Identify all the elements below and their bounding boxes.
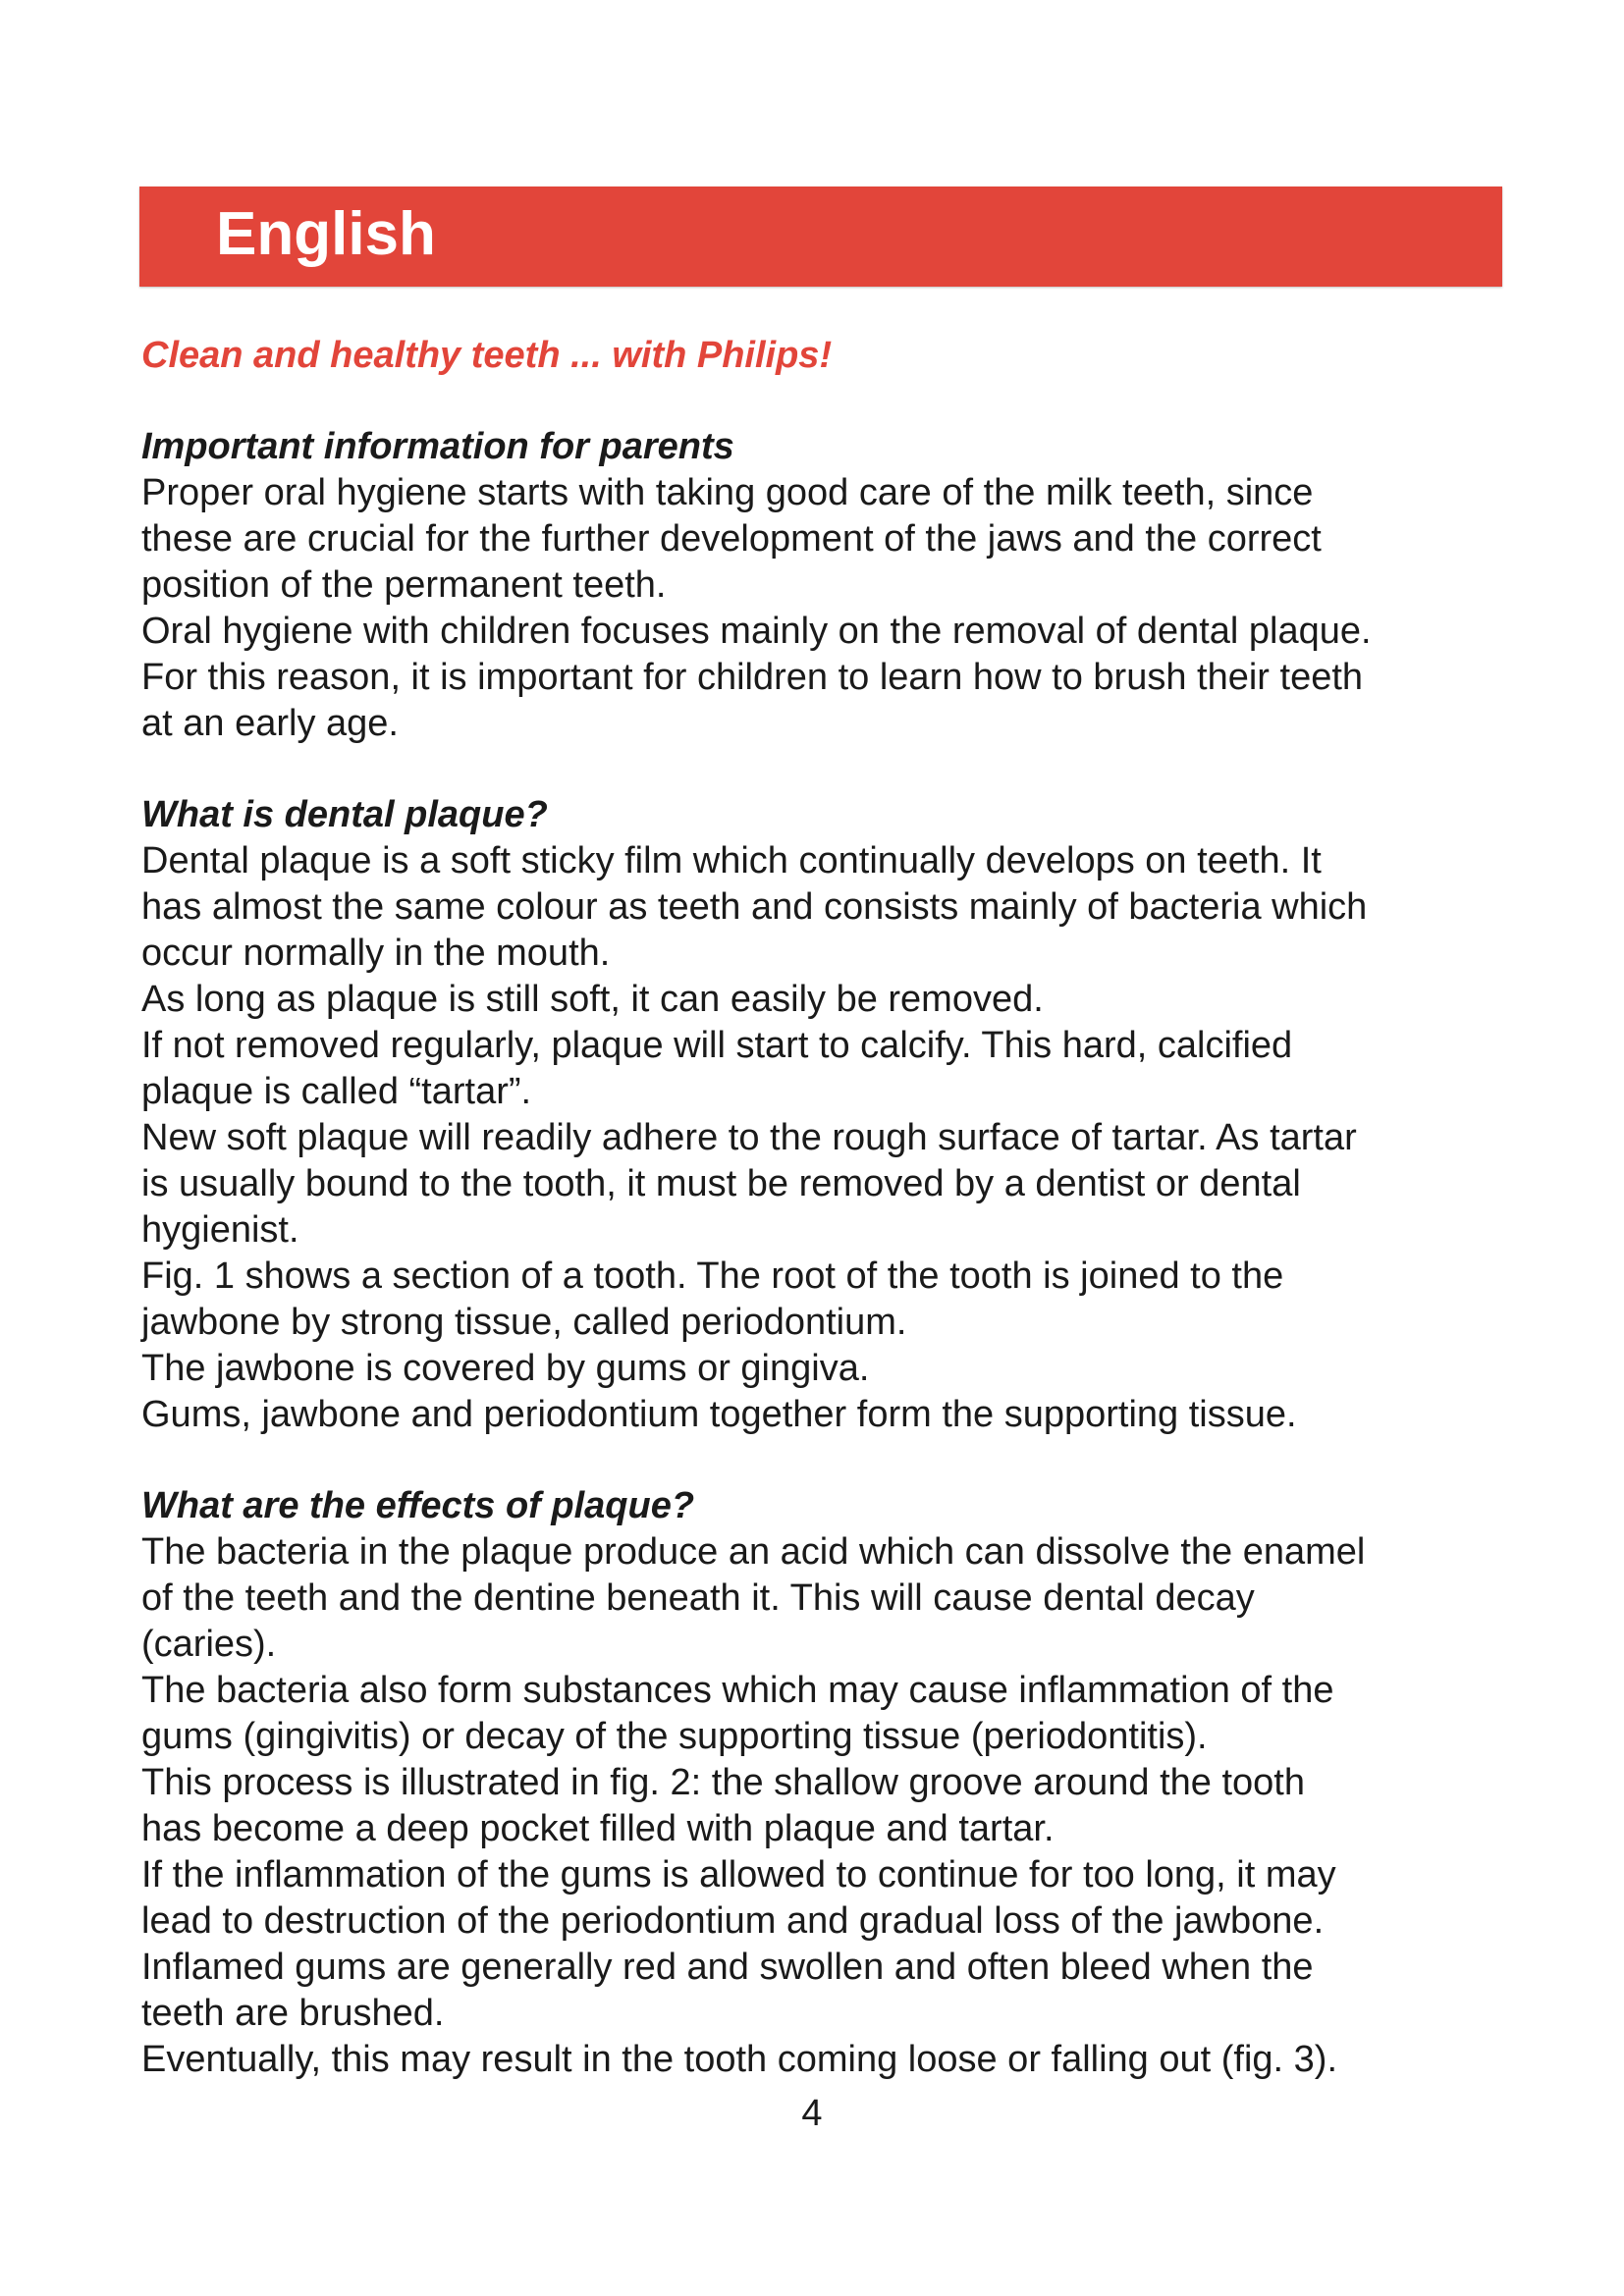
paragraph: Oral hygiene with children focuses mainly on the removal of dental plaque. For this reason, it is important for children to learn how to brush their teeth at an early age. — [141, 611, 1372, 744]
paragraph: As long as plaque is still soft, it can easily be removed. — [141, 979, 1044, 1020]
language-banner — [139, 187, 1502, 287]
section-dental-plaque — [141, 792, 1516, 1438]
paragraph: The bacteria in the plaque produce an acid which can dissolve the enamel of the teeth and the dentine beneath it. This will cause dental decay (caries). — [141, 1531, 1366, 1665]
page-number: 4 — [801, 2093, 823, 2134]
paragraph: Fig. 1 shows a section of a tooth. The root of the tooth is joined to the jawbone by strong tissue, called periodontium. — [141, 1255, 1284, 1343]
paragraph: The bacteria also form substances which may cause inflammation of the gums (gingivitis) or decay of the supporting tissue (periodontitis). — [141, 1670, 1334, 1757]
paragraph: If not removed regularly, plaque will start to calcify. This hard, calcified plaque is called “tartar”. — [141, 1025, 1293, 1112]
section-plaque-effects — [141, 1483, 1516, 2083]
paragraph: This process is illustrated in fig. 2: the shallow groove around the tooth has become a deep pocket filled with plaque and tartar. — [141, 1762, 1305, 1849]
section-heading: What are the effects of plaque? — [141, 1485, 695, 1526]
paragraph: Gums, jawbone and periodontium together form the supporting tissue. — [141, 1394, 1297, 1435]
slogan: Clean and healthy teeth ... with Philips! — [141, 335, 833, 376]
paragraph: New soft plaque will readily adhere to the rough surface of tartar. As tartar is usually bound to the tooth, it must be removed by a dentist or dental hygienist. — [141, 1117, 1357, 1251]
paragraph: Proper oral hygiene starts with taking good care of the milk teeth, since these are crucial for the further development of the jaws and the correct position of the permanent teeth. — [141, 472, 1322, 606]
section-heading: What is dental plaque? — [141, 794, 548, 835]
paragraph: Eventually, this may result in the tooth coming loose or falling out (fig. 3). — [141, 2039, 1338, 2080]
paragraph: If the inflammation of the gums is allowed to continue for too long, it may lead to destruction of the periodontium and gradual loss of the jawbone. — [141, 1854, 1336, 1942]
paragraph: The jawbone is covered by gums or gingiva. — [141, 1348, 870, 1389]
section-heading: Important information for parents — [141, 426, 734, 467]
paragraph: Dental plaque is a soft sticky film which continually develops on teeth. It has almost the same colour as teeth and consists mainly of bacteria which occur normally in the mouth. — [141, 840, 1368, 974]
banner-title: English — [216, 200, 436, 268]
document-content — [141, 332, 1516, 2128]
paragraph: Inflamed gums are generally red and swollen and often bleed when the teeth are brushed. — [141, 1947, 1314, 2034]
section-parents-info — [141, 424, 1516, 747]
